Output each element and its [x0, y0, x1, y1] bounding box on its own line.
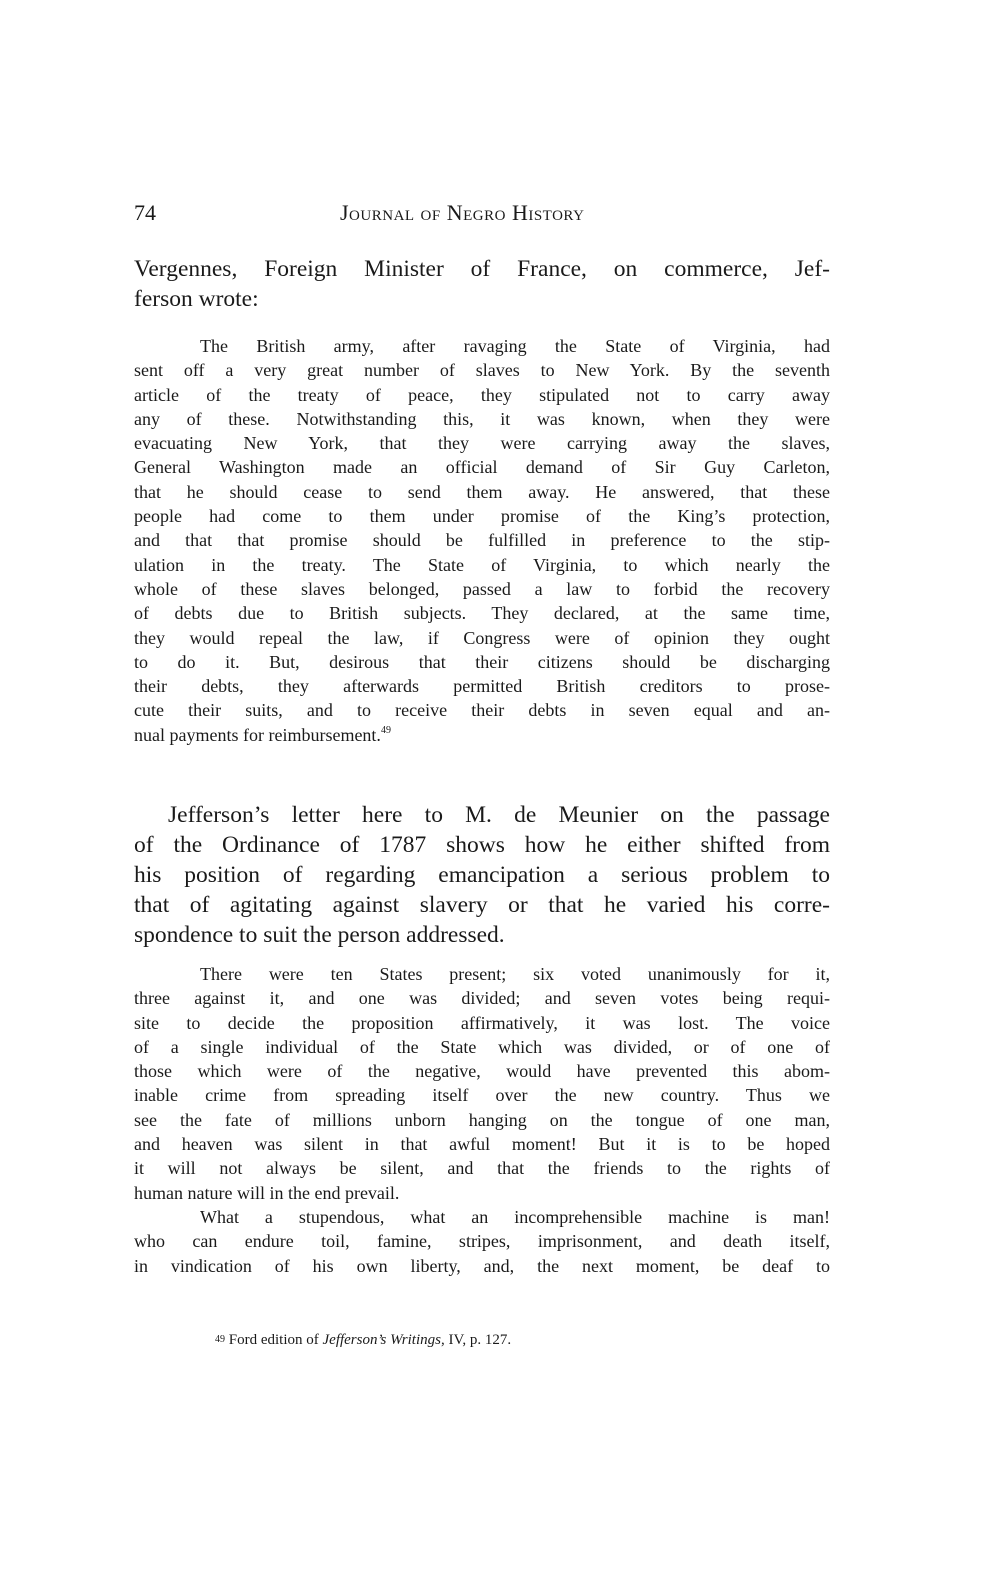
text-line: and that that promise should be fulfilled in preference to the stip-	[134, 530, 830, 551]
body-paragraph	[134, 800, 830, 950]
text-line: What a stupendous, what an incomprehensible machine is man!	[200, 1206, 830, 1227]
text-line: Jefferson’s letter here to M. de Meunier on the passage	[168, 802, 830, 828]
text-line: see the fate of millions unborn hanging on the tongue of one man,	[134, 1109, 830, 1130]
text-line: site to decide the proposition affirmatively, it was lost. The voice	[134, 1012, 830, 1033]
text-line: it will not always be silent, and that the friends to the rights of	[134, 1158, 830, 1179]
text-line: and heaven was silent in that awful moment! But it is to be hoped	[134, 1134, 830, 1155]
text-line: sent off a very great number of slaves to New York. By the seventh	[134, 360, 830, 381]
text-line: Vergennes, Foreign Minister of France, on commerce, Jef-	[134, 256, 830, 282]
text-line: human nature will in the end prevail.	[134, 1182, 400, 1203]
text-line: to do it. But, desirous that their citizens should be discharging	[134, 651, 830, 672]
text-line: nual payments for reimbursement.	[134, 724, 381, 745]
journal-title: Journal of Negro History	[340, 200, 585, 225]
text-line: his position of regarding emancipation a serious problem to	[134, 862, 830, 888]
intro-paragraph	[134, 254, 830, 314]
text-line: of debts due to British subjects. They declared, at the same time,	[134, 603, 830, 624]
text-line: General Washington made an official demand of Sir Guy Carleton,	[134, 457, 830, 478]
block-quote-2	[134, 962, 830, 1278]
text-line: people had come to them under promise of the King’s protection,	[134, 506, 830, 527]
footnote-reference[interactable]: 49	[380, 724, 391, 736]
text-line: that of agitating against slavery or that he varied his corre-	[134, 892, 830, 918]
text-line: inable crime from spreading itself over the new country. Thus we	[134, 1085, 830, 1106]
text-line: those which were of the negative, would have prevented this abom-	[134, 1061, 830, 1082]
text-line: ulation in the treaty. The State of Virginia, to which nearly the	[134, 554, 830, 575]
text-line: their debts, they afterwards permitted British creditors to prose-	[134, 676, 830, 697]
footnote-title: Jefferson’s Writings	[322, 1332, 441, 1348]
text-line: who can endure toil, famine, stripes, imprisonment, and death itself,	[134, 1231, 830, 1252]
page-number: 74	[134, 200, 156, 225]
running-head	[134, 200, 830, 232]
footnote-suffix: , IV, p. 127.	[440, 1332, 512, 1348]
text-line: whole of these slaves belonged, passed a law to forbid the recovery	[134, 578, 830, 599]
text-line: of the Ordinance of 1787 shows how he either shifted from	[134, 832, 830, 858]
text-line: any of these. Notwithstanding this, it was known, when they were	[134, 408, 830, 429]
text-line: that he should cease to send them away. He answered, that these	[134, 481, 830, 502]
text-line-with-footnote	[134, 723, 830, 747]
footnote-number: 49	[215, 1334, 225, 1345]
text-line: spondence to suit the person addressed.	[134, 922, 505, 948]
footnote-prefix: Ford edition of	[228, 1332, 323, 1348]
text-line: cute their suits, and to receive their debts in seven equal and an-	[134, 700, 830, 721]
text-line: There were ten States present; six voted unanimously for it,	[200, 964, 830, 984]
block-quote-1	[134, 334, 830, 747]
text-line: article of the treaty of peace, they stipulated not to carry away	[134, 384, 830, 405]
text-line: of a single individual of the State which was divided, or of one of	[134, 1036, 830, 1057]
text-line: evacuating New York, that they were carrying away the slaves,	[134, 433, 830, 454]
text-line: ferson wrote:	[134, 286, 259, 312]
text-line: three against it, and one was divided; and seven votes being requi-	[134, 988, 830, 1009]
text-line: they would repeal the law, if Congress were of opinion they ought	[134, 627, 830, 648]
text-line: in vindication of his own liberty, and, the next moment, be deaf to	[134, 1255, 830, 1276]
text-line: The British army, after ravaging the State of Virginia, had	[200, 336, 830, 356]
footnote	[215, 1330, 511, 1350]
